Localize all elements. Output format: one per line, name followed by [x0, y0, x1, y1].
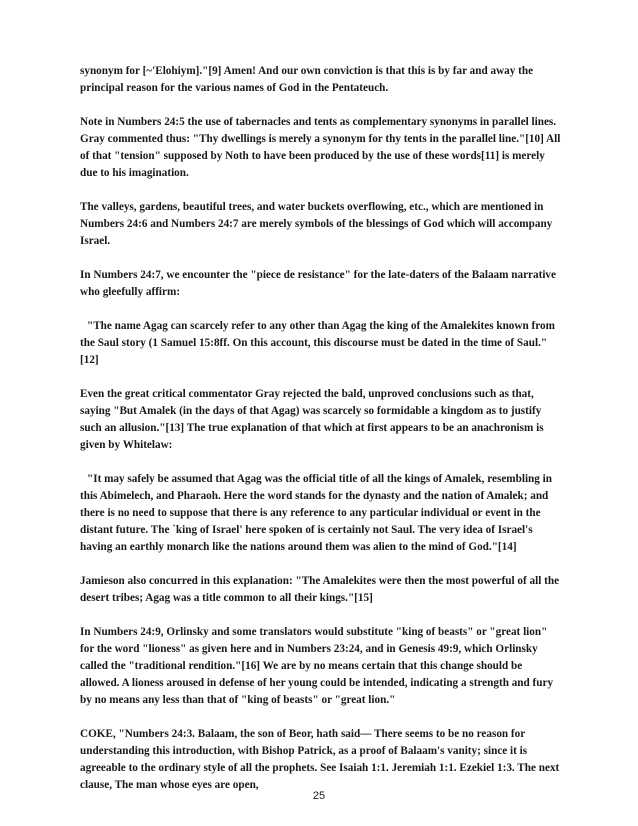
paragraph-5: Even the great critical commentator Gray rejected the bald, unproved conclusions such as that, saying "But Amalek (in the days of that Agag) was scarcely so formidable a kingdom as to justify such an allusion."[13] The true explanation of that which at first appears to be an anachronism is given by Whitelaw:	[80, 388, 544, 451]
body-text	[80, 63, 562, 811]
paragraph-7: In Numbers 24:9, Orlinsky and some translators would substitute "king of beasts" or "great lion" for the word "lioness" as given here and in Numbers 23:24, and in Genesis 49:9, which Orlinsky called the "traditional rendition."[16] We are by no means certain that this change should be allowed. A lioness aroused in defense of her young could be intended, indicating a strength and fury by no means any less than that of "king of beasts" or "great lion."	[80, 626, 554, 706]
paragraph-6: Jamieson also concurred in this explanation: "The Amalekites were then the most powerful of all the desert tribes; Agag was a title common to all their kings."[15]	[80, 575, 560, 604]
page-number: 25	[312, 790, 326, 802]
paragraph-8: COKE, "Numbers 24:3. Balaam, the son of Beor, hath said— There seems to be no reason for understanding this introduction, with Bishop Patrick, as a proof of Balaam's vanity; since it is agreeable to the ordinary style of all the prophets. See Isaiah 1:1. Jeremiah 1:1. Ezekiel 1:3. The next clause, The man whose eyes are open,	[80, 728, 560, 791]
block-quote-2: "It may safely be assumed that Agag was the official title of all the kings of Amalek, resembling in this Abimelech, and Pharaoh. Here the word stands for the dynasty and the nation of Amalek; and there is no need to suppose that there is any reference to any particular individual or event in the distant future. The `king of Israel' here spoken of is certainly not Saul. The very idea of Israel's having an earthly monarch like the nations around them was alien to the mind of God."[14]	[80, 473, 552, 553]
paragraph-3: The valleys, gardens, beautiful trees, and water buckets overflowing, etc., which are mentioned in Numbers 24:6 and Numbers 24:7 are merely symbols of the blessings of God which will accompany Israel.	[80, 201, 553, 247]
paragraph-2: Note in Numbers 24:5 the use of tabernacles and tents as complementary synonyms in parallel lines. Gray commented thus: "Thy dwellings is merely a synonym for thy tents in the parallel line."[10] All of that "tension" supposed by Noth to have been produced by the use of these words[11] is merely due to his imagination.	[80, 116, 561, 179]
paragraph-4: In Numbers 24:7, we encounter the "piece de resistance" for the late-daters of the Balaam narrative who gleefully affirm:	[80, 269, 556, 298]
paragraph-1: synonym for [~'Elohiym]."[9] Amen! And our own conviction is that this is by far and away the principal reason for the various names of God in the Pentateuch.	[80, 65, 534, 94]
block-quote-1: "The name Agag can scarcely refer to any other than Agag the king of the Amalekites known from the Saul story (1 Samuel 15:8ff. On this account, this discourse must be dated in the time of Saul."[12]	[80, 320, 555, 366]
